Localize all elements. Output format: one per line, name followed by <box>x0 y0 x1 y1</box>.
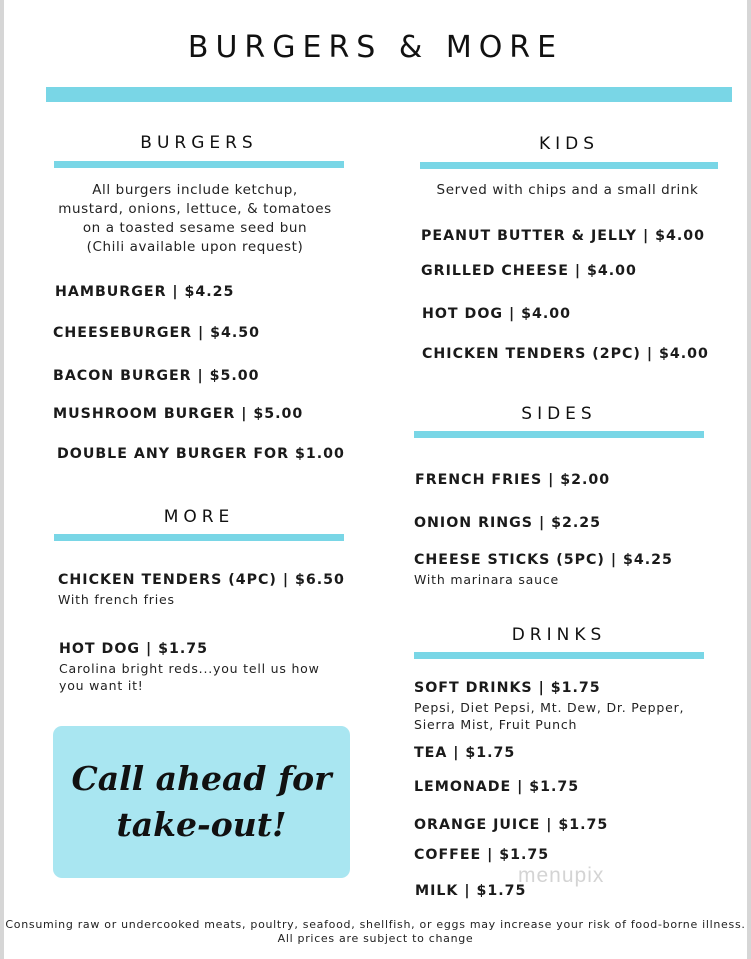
call-ahead-callout <box>53 726 350 878</box>
burgers-divider <box>54 161 344 168</box>
drinks-heading: DRINKS <box>511 625 607 645</box>
menu-item-milk: MILK | $1.75 <box>415 883 527 899</box>
footer-disclaimer: Consuming raw or undercooked meats, poultry, seafood, shellfish, or eggs may increase your risk of food-borne illness. <box>5 918 746 931</box>
item-note-line: Pepsi, Diet Pepsi, Mt. Dew, Dr. Pepper, <box>414 700 685 715</box>
menu-item-chicken-tenders-2pc: CHICKEN TENDERS (2PC) | $4.00 <box>422 346 709 362</box>
double-burger-note: DOUBLE ANY BURGER FOR $1.00 <box>57 446 345 462</box>
kids-heading: KIDS <box>538 134 600 154</box>
callout-text <box>53 756 350 848</box>
menupix-watermark: menupix <box>518 864 605 887</box>
page-edge-right <box>747 0 751 959</box>
menu-item-tea: TEA | $1.75 <box>414 745 516 761</box>
menu-item-french-fries: FRENCH FRIES | $2.00 <box>415 472 611 488</box>
more-heading: MORE <box>163 507 235 527</box>
burgers-description <box>45 181 345 257</box>
menu-item-grilled-cheese: GRILLED CHEESE | $4.00 <box>421 263 637 279</box>
menu-item-mushroom-burger: MUSHROOM BURGER | $5.00 <box>53 406 304 422</box>
kids-divider <box>420 162 718 169</box>
burgers-description-line: All burgers include ketchup, <box>92 182 298 198</box>
menu-item-orange-juice: ORANGE JUICE | $1.75 <box>414 817 609 833</box>
sides-heading: SIDES <box>521 404 597 424</box>
menu-title: BURGERS & MORE <box>187 30 564 65</box>
item-note-line: Sierra Mist, Fruit Punch <box>414 717 578 732</box>
kids-description: Served with chips and a small drink <box>436 182 699 198</box>
menu-item-cheese-sticks: CHEESE STICKS (5PC) | $4.25 <box>414 552 673 568</box>
more-divider <box>54 534 344 541</box>
callout-line: take-out! <box>116 805 287 844</box>
menu-item-onion-rings: ONION RINGS | $2.25 <box>414 515 601 531</box>
menu-item-cheeseburger: CHEESEBURGER | $4.50 <box>53 325 261 341</box>
title-divider <box>46 87 732 102</box>
item-note: With french fries <box>58 592 175 607</box>
item-note <box>59 660 320 694</box>
callout-line: Call ahead for <box>71 759 332 798</box>
menu-item-lemonade: LEMONADE | $1.75 <box>414 779 580 795</box>
menu-item-kids-hot-dog: HOT DOG | $4.00 <box>422 306 571 322</box>
item-note-line: you want it! <box>59 678 144 693</box>
drinks-divider <box>414 652 704 659</box>
item-note: With marinara sauce <box>414 572 560 587</box>
footer-price-note: All prices are subject to change <box>277 932 474 945</box>
burgers-description-line: on a toasted sesame seed bun <box>82 220 308 236</box>
menu-item-hamburger: HAMBURGER | $4.25 <box>55 284 235 300</box>
burgers-description-line: mustard, onions, lettuce, & tomatoes <box>58 201 332 217</box>
item-note-line: Carolina bright reds...you tell us how <box>59 661 320 676</box>
item-note <box>414 699 684 733</box>
burgers-description-line: (Chili available upon request) <box>86 239 304 255</box>
page-edge-left <box>0 0 4 959</box>
menu-item-soft-drinks: SOFT DRINKS | $1.75 <box>414 680 601 696</box>
menu-item-chicken-tenders-4pc: CHICKEN TENDERS (4PC) | $6.50 <box>58 572 345 588</box>
menu-item-coffee: COFFEE | $1.75 <box>414 847 550 863</box>
menu-item-pb-and-j: PEANUT BUTTER & JELLY | $4.00 <box>421 228 706 244</box>
burgers-heading: BURGERS <box>140 133 258 153</box>
sides-divider <box>414 431 704 438</box>
menu-item-hot-dog: HOT DOG | $1.75 <box>59 641 208 657</box>
menu-item-bacon-burger: BACON BURGER | $5.00 <box>53 368 260 384</box>
